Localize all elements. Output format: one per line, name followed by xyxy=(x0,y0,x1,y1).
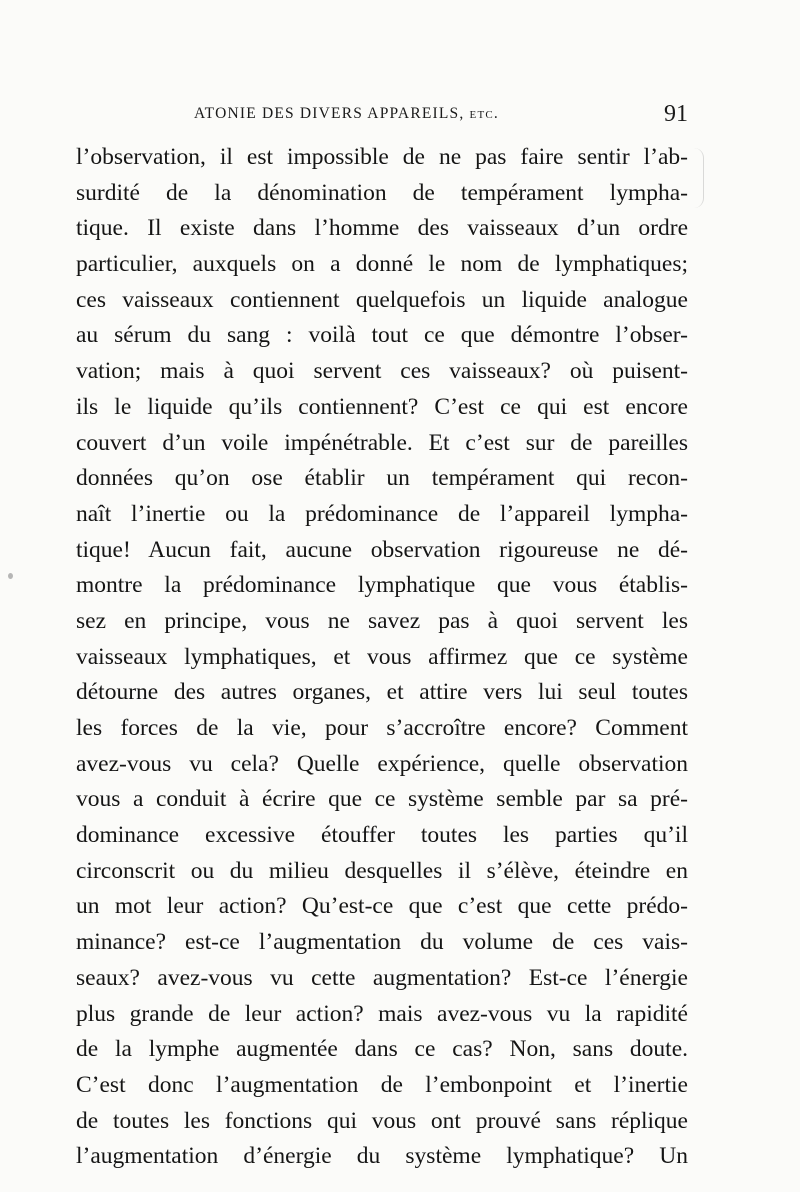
page-number: 91 xyxy=(664,101,688,127)
text-line: minance? est-ce l’augmentation du volume de ces vais- xyxy=(76,929,688,956)
text-line: ils le liquide qu’ils contiennent? C’est ce qui est encore xyxy=(76,393,688,420)
text-line: au sérum du sang : voilà tout ce que démontre l’obser- xyxy=(76,322,688,349)
text-line: avez-vous vu cela? Quelle expérience, quelle observation xyxy=(76,750,688,777)
running-title: ATONIE DES DIVERS APPAREILS, etc. xyxy=(194,105,499,122)
text-line: naît l’inertie ou la prédominance de l’appareil lympha- xyxy=(76,500,688,527)
text-line: de la lymphe augmentée dans ce cas? Non, sans doute. xyxy=(76,1036,688,1063)
text-line: surdité de la dénomination de tempérament lympha- xyxy=(76,179,688,206)
text-line: vation; mais à quoi servent ces vaisseaux? où puisent- xyxy=(76,358,688,385)
text-line: couvert d’un voile impénétrable. Et c’est sur de pareilles xyxy=(76,429,688,456)
text-line: les forces de la vie, pour s’accroître encore? Comment xyxy=(76,715,688,741)
page-edge-shadow xyxy=(689,148,704,208)
text-line: données qu’on ose établir un tempérament qui recon- xyxy=(76,465,688,492)
text-line: tique! Aucun fait, aucune observation rigoureuse ne dé- xyxy=(76,536,688,563)
margin-speck xyxy=(8,573,13,579)
text-line: sez en principe, vous ne savez pas à quoi servent les xyxy=(76,607,688,634)
text-line: l’augmentation d’énergie du système lymphatique? Un xyxy=(76,1143,688,1170)
text-line: de toutes les fonctions qui vous ont prouvé sans réplique xyxy=(76,1107,688,1134)
text-line: tique. Il existe dans l’homme des vaisseaux d’un ordre xyxy=(76,215,688,242)
text-line: circonscrit ou du milieu desquelles il s’élève, éteindre en xyxy=(76,857,688,884)
text-line: l’observation, il est impossible de ne pas faire sentir l’ab- xyxy=(76,144,688,170)
text-line: particulier, auxquels on a donné le nom de lymphatiques; xyxy=(76,251,688,278)
text-line: C’est donc l’augmentation de l’embonpoint et l’inertie xyxy=(76,1071,688,1098)
text-line: vous a conduit à écrire que ce système semble par sa pré- xyxy=(76,786,688,813)
page-header xyxy=(76,101,688,133)
text-line: seaux? avez-vous vu cette augmentation? Est-ce l’énergie xyxy=(76,964,688,991)
text-line: montre la prédominance lymphatique que vous établis- xyxy=(76,572,688,599)
text-line: ces vaisseaux contiennent quelquefois un liquide analogue xyxy=(76,286,688,313)
body-text xyxy=(76,140,688,1175)
text-line: détourne des autres organes, et attire vers lui seul toutes xyxy=(76,679,688,706)
text-line: vaisseaux lymphatiques, et vous affirmez que ce système xyxy=(76,643,688,670)
text-line: dominance excessive étouffer toutes les parties qu’il xyxy=(76,822,688,849)
text-line: un mot leur action? Qu’est-ce que c’est que cette prédo- xyxy=(76,893,688,920)
text-line: plus grande de leur action? mais avez-vous vu la rapidité xyxy=(76,1000,688,1027)
